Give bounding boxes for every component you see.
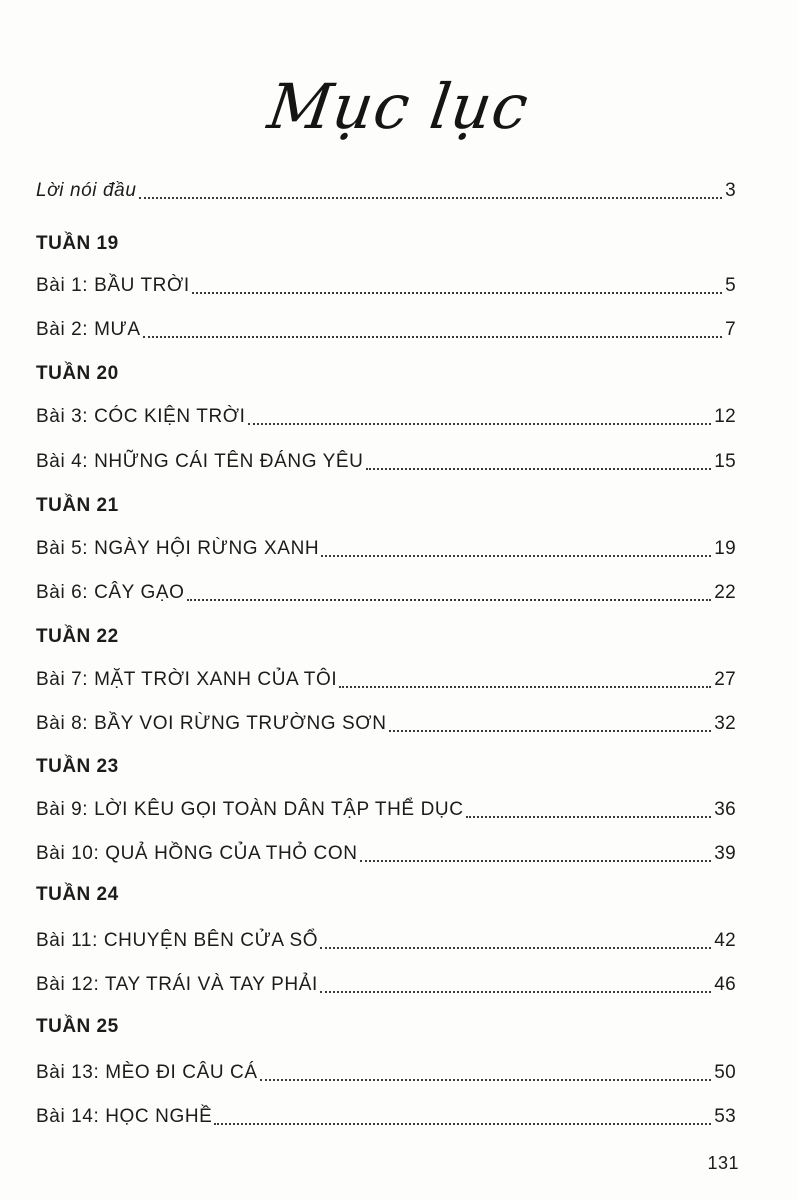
toc-entry-label: Bài 8: BẦY VOI RỪNG TRƯỜNG SƠN — [36, 713, 387, 734]
week-heading: TUẦN 24 — [36, 884, 119, 905]
dot-leader — [360, 860, 712, 862]
toc-entry-label: Bài 6: CÂY GẠO — [36, 582, 185, 603]
dot-leader — [143, 336, 723, 338]
toc-entry-page: 50 — [714, 1062, 736, 1083]
toc-entry-label: Bài 1: BẦU TRỜI — [36, 275, 190, 296]
toc-entry-page: 39 — [714, 843, 736, 864]
week-heading: TUẦN 19 — [36, 233, 119, 254]
toc-entry-label: Bài 12: TAY TRÁI VÀ TAY PHẢI — [36, 974, 318, 995]
week-heading: TUẦN 22 — [36, 626, 119, 647]
toc-entry — [36, 272, 736, 300]
dot-leader — [320, 991, 711, 993]
dot-leader — [389, 730, 712, 732]
toc-entry-label: Bài 7: MẶT TRỜI XANH CỦA TÔI — [36, 669, 338, 690]
toc-entry-page: 42 — [714, 930, 736, 951]
toc-entry-page: 19 — [714, 538, 736, 559]
week-heading: TUẦN 25 — [36, 1016, 119, 1037]
dot-leader — [260, 1079, 712, 1081]
dot-leader — [192, 292, 722, 294]
toc-entry-label: Bài 2: MƯA — [36, 319, 141, 340]
toc-entry — [36, 796, 736, 824]
toc-entry-page: 36 — [714, 799, 736, 820]
toc-entry-page: 22 — [714, 582, 736, 603]
toc-entry-label: Bài 10: QUẢ HỒNG CỦA THỎ CON — [36, 843, 358, 864]
toc-entry-page: 3 — [725, 180, 736, 201]
toc-entry-label: Bài 3: CÓC KIỆN TRỜI — [36, 406, 246, 427]
dot-leader — [214, 1123, 711, 1125]
toc-entry-page: 15 — [714, 451, 736, 472]
dot-leader — [339, 686, 711, 688]
toc-entry-label: Bài 11: CHUYỆN BÊN CỬA SỔ — [36, 930, 319, 951]
toc-entry-label: Bài 13: MÈO ĐI CÂU CÁ — [36, 1062, 258, 1083]
toc-entry — [36, 403, 736, 431]
toc-entry — [36, 927, 736, 955]
dot-leader — [248, 423, 712, 425]
dot-leader — [320, 947, 711, 949]
toc-entry-page: 46 — [714, 974, 736, 995]
week-heading: TUẦN 21 — [36, 495, 119, 516]
toc-entry — [36, 316, 736, 344]
dot-leader — [466, 816, 712, 818]
toc-entry-page: 32 — [714, 713, 736, 734]
toc-entry-label: Bài 14: HỌC NGHỀ — [36, 1106, 213, 1127]
toc-entry-label: Bài 9: LỜI KÊU GỌI TOÀN DÂN TẬP THỂ DỤC — [36, 799, 464, 820]
toc-entry — [36, 710, 736, 738]
page-title: Mục lục — [263, 70, 534, 143]
toc-entry-page: 53 — [714, 1106, 736, 1127]
toc-entry — [36, 535, 736, 563]
week-heading: TUẦN 23 — [36, 756, 119, 777]
toc-entry-page: 27 — [714, 669, 736, 690]
week-heading: TUẦN 20 — [36, 363, 119, 384]
toc-entry-label: Bài 4: NHỮNG CÁI TÊN ĐÁNG YÊU — [36, 451, 364, 472]
dot-leader — [187, 599, 712, 601]
dot-leader — [321, 555, 711, 557]
toc-entry-label: Bài 5: NGÀY HỘI RỪNG XANH — [36, 538, 320, 559]
toc-entry — [36, 1059, 736, 1087]
toc-entry-page: 7 — [725, 319, 736, 340]
page-number: 131 — [707, 1153, 739, 1173]
toc-entry — [36, 448, 736, 476]
dot-leader — [366, 468, 712, 470]
toc-entry — [36, 579, 736, 607]
toc-entry-page: 5 — [725, 275, 736, 296]
dot-leader — [139, 197, 723, 199]
toc-entry-intro — [36, 177, 736, 205]
toc-entry-page: 12 — [714, 406, 736, 427]
toc-entry — [36, 666, 736, 694]
toc-entry-label: Lời nói đầu — [36, 180, 137, 201]
toc-entry — [36, 1103, 736, 1131]
toc-entry — [36, 840, 736, 868]
toc-entry — [36, 971, 736, 999]
